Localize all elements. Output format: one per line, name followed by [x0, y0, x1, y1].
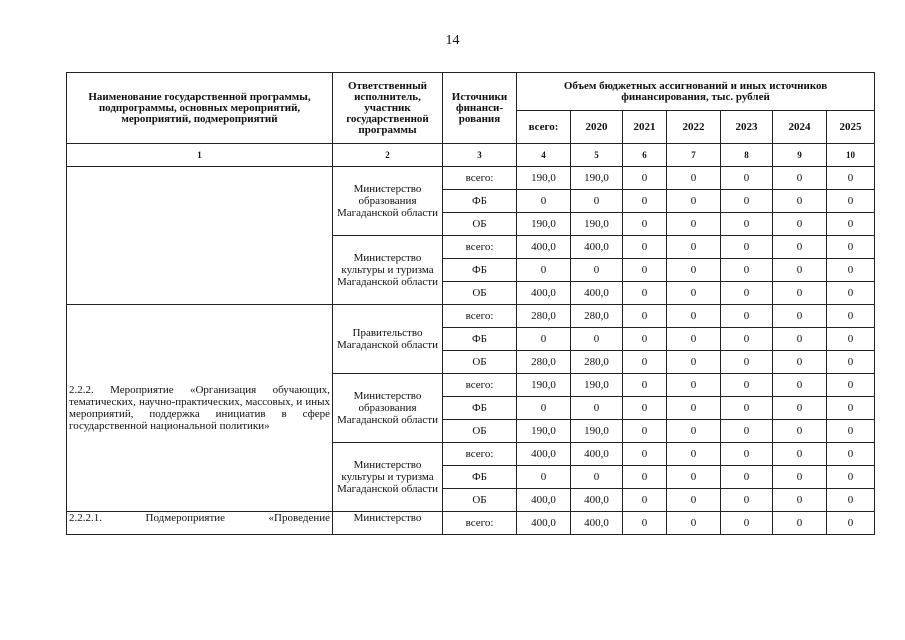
column-number: 4 [517, 144, 571, 167]
executor-name: Министерство культуры и туризма Магаданской области [333, 236, 443, 305]
budget-value: 400,0 [571, 443, 623, 466]
budget-value: 0 [667, 259, 721, 282]
budget-value: 0 [827, 443, 875, 466]
budget-value: 0 [667, 282, 721, 305]
page-number: 14 [445, 33, 460, 48]
budget-value: 0 [721, 213, 773, 236]
budget-value: 400,0 [571, 236, 623, 259]
budget-value: 0 [827, 489, 875, 512]
budget-value: 0 [773, 167, 827, 190]
budget-value: 0 [667, 236, 721, 259]
table-row [67, 167, 875, 190]
budget-value: 0 [827, 167, 875, 190]
budget-value: 0 [667, 374, 721, 397]
budget-value: 0 [721, 443, 773, 466]
budget-value: 0 [773, 443, 827, 466]
budget-value: 0 [667, 167, 721, 190]
header-year: 2023 [721, 111, 773, 144]
budget-value: 0 [773, 512, 827, 535]
budget-value: 0 [517, 466, 571, 489]
budget-value: 0 [623, 190, 667, 213]
funding-source: ОБ [443, 489, 517, 512]
budget-value: 0 [517, 397, 571, 420]
budget-value: 0 [667, 420, 721, 443]
budget-value: 400,0 [571, 512, 623, 535]
column-number: 10 [827, 144, 875, 167]
budget-value: 0 [721, 420, 773, 443]
column-number: 9 [773, 144, 827, 167]
funding-source: ОБ [443, 420, 517, 443]
budget-value: 400,0 [517, 512, 571, 535]
budget-value: 0 [623, 397, 667, 420]
budget-value: 190,0 [517, 420, 571, 443]
budget-value: 0 [827, 282, 875, 305]
budget-value: 0 [667, 351, 721, 374]
funding-source: всего: [443, 374, 517, 397]
funding-source: ОБ [443, 351, 517, 374]
budget-value: 0 [571, 259, 623, 282]
budget-value: 0 [667, 397, 721, 420]
table-row [67, 305, 875, 328]
budget-value: 0 [667, 328, 721, 351]
budget-value: 0 [667, 305, 721, 328]
budget-value: 0 [623, 374, 667, 397]
budget-value: 0 [623, 512, 667, 535]
header-executor: Ответственный исполнитель, участник государственной программы [333, 73, 443, 144]
funding-source: ФБ [443, 190, 517, 213]
budget-value: 0 [623, 420, 667, 443]
budget-value: 0 [721, 489, 773, 512]
funding-source: всего: [443, 167, 517, 190]
table-body [67, 167, 875, 535]
budget-value: 190,0 [571, 374, 623, 397]
column-number: 8 [721, 144, 773, 167]
budget-value: 0 [721, 374, 773, 397]
budget-value: 0 [623, 305, 667, 328]
budget-value: 400,0 [571, 489, 623, 512]
budget-value: 280,0 [571, 305, 623, 328]
budget-value: 0 [721, 351, 773, 374]
header-budget-group: Объем бюджетных ассигнований и иных источников финансирования, тыс. рублей [517, 73, 875, 111]
header-sources: Источники финанси-рования [443, 73, 517, 144]
funding-source: всего: [443, 512, 517, 535]
budget-value: 0 [721, 259, 773, 282]
budget-value: 280,0 [571, 351, 623, 374]
budget-value: 0 [721, 328, 773, 351]
budget-value: 0 [827, 328, 875, 351]
budget-value: 0 [721, 305, 773, 328]
activity-name: 2.2.2. Мероприятие «Организация обучающих, тематических, научно-практических, массовых, и иных мероприятий, поддержка инициатив в сфере государственной национальной политики» [67, 305, 333, 512]
budget-value: 0 [623, 282, 667, 305]
budget-value: 0 [827, 213, 875, 236]
budget-value: 0 [721, 397, 773, 420]
budget-value: 0 [667, 443, 721, 466]
column-number: 1 [67, 144, 333, 167]
budget-value: 0 [827, 374, 875, 397]
budget-value: 0 [667, 466, 721, 489]
header-year: 2021 [623, 111, 667, 144]
funding-source: ФБ [443, 397, 517, 420]
budget-value: 0 [623, 213, 667, 236]
budget-value: 0 [623, 466, 667, 489]
budget-value: 0 [623, 328, 667, 351]
header-name: Наименование государственной программы, подпрограммы, основных мероприятий, мероприятий, подмероприятий [67, 73, 333, 144]
budget-value: 0 [827, 466, 875, 489]
funding-source: всего: [443, 443, 517, 466]
header-year: всего: [517, 111, 571, 144]
column-number: 3 [443, 144, 517, 167]
budget-value: 0 [773, 489, 827, 512]
budget-value: 0 [667, 489, 721, 512]
executor-name: Правительство Магаданской области [333, 305, 443, 374]
budget-value: 0 [827, 305, 875, 328]
funding-source: всего: [443, 305, 517, 328]
budget-value: 190,0 [571, 420, 623, 443]
budget-value: 0 [827, 236, 875, 259]
column-number: 7 [667, 144, 721, 167]
budget-value: 0 [517, 328, 571, 351]
funding-source: ФБ [443, 259, 517, 282]
header-year: 2020 [571, 111, 623, 144]
budget-value: 190,0 [517, 213, 571, 236]
budget-value: 0 [773, 259, 827, 282]
budget-value: 0 [773, 374, 827, 397]
budget-value: 0 [667, 190, 721, 213]
budget-value: 400,0 [517, 443, 571, 466]
budget-value: 0 [721, 167, 773, 190]
budget-value: 0 [773, 213, 827, 236]
budget-value: 0 [667, 512, 721, 535]
budget-value: 0 [827, 397, 875, 420]
budget-value: 0 [517, 190, 571, 213]
budget-value: 0 [571, 466, 623, 489]
budget-value: 0 [773, 190, 827, 213]
funding-source: ФБ [443, 328, 517, 351]
column-number: 5 [571, 144, 623, 167]
header-year: 2022 [667, 111, 721, 144]
executor-name: Министерство образования Магаданской области [333, 374, 443, 443]
executor-name: Министерство образования Магаданской области [333, 167, 443, 236]
budget-value: 0 [773, 351, 827, 374]
budget-value: 0 [773, 466, 827, 489]
budget-value: 0 [571, 397, 623, 420]
budget-value: 0 [517, 259, 571, 282]
executor-name: Министерство культуры и туризма Магаданской области [333, 443, 443, 512]
budget-value: 0 [721, 236, 773, 259]
budget-value: 0 [623, 236, 667, 259]
budget-value: 190,0 [517, 374, 571, 397]
table-row [67, 512, 875, 535]
budget-value: 0 [623, 167, 667, 190]
budget-value: 0 [721, 466, 773, 489]
funding-source: ФБ [443, 466, 517, 489]
budget-value: 0 [827, 190, 875, 213]
budget-value: 0 [623, 259, 667, 282]
header-year: 2025 [827, 111, 875, 144]
funding-source: ОБ [443, 282, 517, 305]
budget-value: 400,0 [571, 282, 623, 305]
subactivity-name: 2.2.2.1. Подмероприятие «Проведение [67, 512, 333, 535]
budget-value: 400,0 [517, 236, 571, 259]
budget-value: 400,0 [517, 282, 571, 305]
budget-value: 0 [773, 328, 827, 351]
budget-value: 190,0 [571, 213, 623, 236]
budget-value: 190,0 [517, 167, 571, 190]
budget-value: 0 [721, 190, 773, 213]
funding-source: всего: [443, 236, 517, 259]
budget-value: 0 [623, 489, 667, 512]
budget-value: 0 [773, 397, 827, 420]
budget-value: 0 [827, 351, 875, 374]
budget-value: 0 [571, 190, 623, 213]
budget-value: 190,0 [571, 167, 623, 190]
executor-name: Министерство [333, 512, 443, 535]
budget-value: 0 [773, 305, 827, 328]
budget-value: 0 [773, 420, 827, 443]
budget-value: 280,0 [517, 351, 571, 374]
budget-value: 0 [827, 512, 875, 535]
budget-value: 0 [623, 443, 667, 466]
budget-value: 0 [827, 259, 875, 282]
header-year: 2024 [773, 111, 827, 144]
budget-value: 0 [773, 236, 827, 259]
funding-source: ОБ [443, 213, 517, 236]
budget-value: 0 [721, 282, 773, 305]
column-number: 2 [333, 144, 443, 167]
column-numbers-row [67, 144, 875, 167]
column-number: 6 [623, 144, 667, 167]
activity-name [67, 167, 333, 305]
budget-value: 0 [667, 213, 721, 236]
budget-value: 0 [721, 512, 773, 535]
budget-value: 0 [827, 420, 875, 443]
budget-value: 0 [623, 351, 667, 374]
budget-value: 0 [571, 328, 623, 351]
budget-value: 280,0 [517, 305, 571, 328]
budget-value: 400,0 [517, 489, 571, 512]
budget-table [66, 72, 875, 535]
budget-value: 0 [773, 282, 827, 305]
